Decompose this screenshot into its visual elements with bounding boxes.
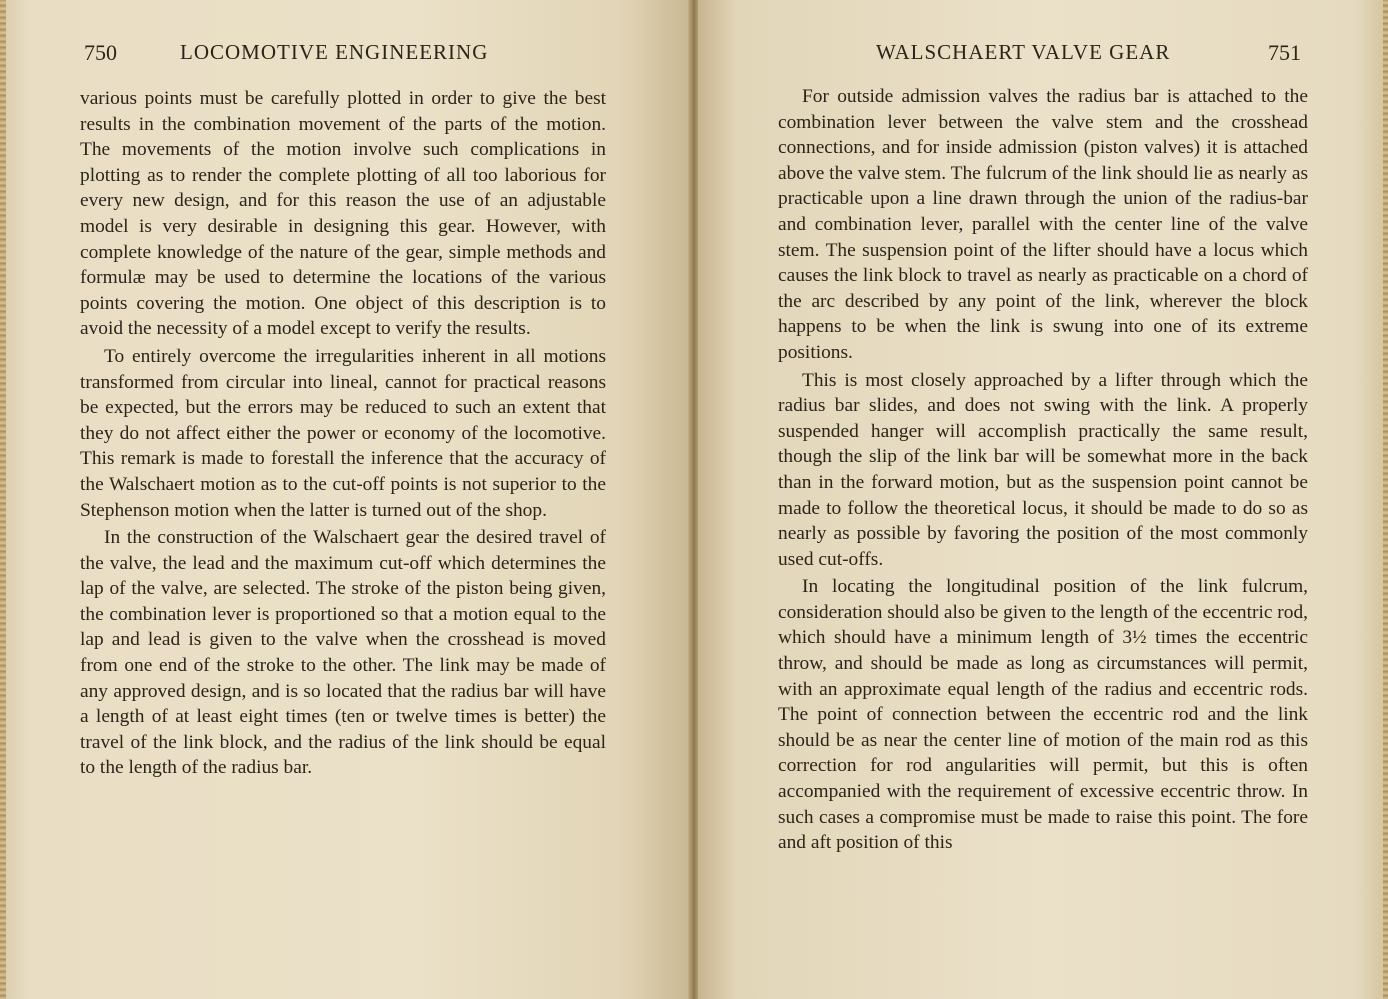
right-paragraph-2: This is most closely approached by a lifter through which the radius bar slides, and does not swing with the link. A properly suspended hanger will accomplish practically the same result, though the slip of the link bar will be somewhat more in the back than in the forward motion, but as the suspension point cannot be made to follow the theoretical locus, it should be made to do so as nearly as possible by favoring the position of the most commonly used cut-offs. — [778, 369, 1308, 570]
left-page-edge — [0, 0, 6, 999]
right-page-edge — [1383, 0, 1388, 999]
right-running-head: WALSCHAERT VALVE GEAR — [876, 40, 1171, 64]
left-running-head: LOCOMOTIVE ENGINEERING — [180, 40, 489, 64]
left-paragraph-2: To entirely overcome the irregularities inherent in all motions transformed from circular into lineal, cannot for practical reasons be expected, but the errors may be reduced to such an extent that they do not affect either the power or economy of the locomotive. This remark is made to forestall the inference that the accuracy of the Walschaert motion as to the cut-off points is not superior to the Stephenson motion when the latter is turned out of the shop. — [80, 345, 606, 521]
right-page — [698, 0, 1388, 999]
right-paragraph-1: For outside admission valves the radius bar is attached to the combination lever between the valve stem and the crosshead connections, and for inside admission (piston valves) it is attached above the valve stem. The fulcrum of the link should lie as nearly as practicable upon a line drawn through the union of the radius-bar and combination lever, parallel with the center line of the valve stem. The suspension point of the lifter should have a locus which causes the link block to travel as nearly as practicable on a chord of the arc described by any point of the link, wherever the block happens to be when the link is swung into one of its extreme positions. — [778, 86, 1308, 363]
left-paragraph-3: In the construction of the Walschaert gear the desired travel of the valve, the lead and the maximum cut-off which determines the lap of the valve, are selected. The stroke of the piston being given, the combination lever is proportioned so that a motion equal to the lap and lead is given to the valve when the crosshead is moved from one end of the stroke to the other. The link may be made of any approved design, and is so located that the radius bar will have a length of at least eight times (ten or twelve times is better) the travel of the link block, and the radius of the link should be equal to the length of the radius bar. — [80, 527, 606, 779]
right-page-body — [778, 84, 1308, 856]
right-paragraph-3: In locating the longitudinal position of the link fulcrum, consideration should also be given to the length of the eccentric rod, which should have a minimum length of 3½ times the eccentric throw, and should be made as long as circumstances will permit, with an approximate equal length of the radius and eccentric rods. The point of connection between the eccentric rod and the link should be as near the center line of motion of the main rod as this correction for rod angularities will permit, but this is often accompanied with the requirement of excessive eccentric throw. In such cases a compromise must be made to raise this point. The fore and aft position of this — [778, 576, 1308, 854]
left-paragraph-1: various points must be carefully plotted in order to give the best results in the combination movement of the parts of the motion. The movements of the motion involve such complications in plotting as to render the complete plotting of all too laborious for every new design, and for this reason the use of an adjustable model is very desirable in designing this gear. However, with complete knowledge of the nature of the gear, simple methods and formulæ may be used to determine the locations of the various points covering the motion. One object of this description is to avoid the necessity of a model except to verify the results. — [80, 88, 606, 340]
left-page — [0, 0, 690, 999]
left-page-number: 750 — [84, 40, 117, 65]
right-page-number: 751 — [1268, 40, 1301, 65]
left-page-body — [80, 86, 606, 781]
